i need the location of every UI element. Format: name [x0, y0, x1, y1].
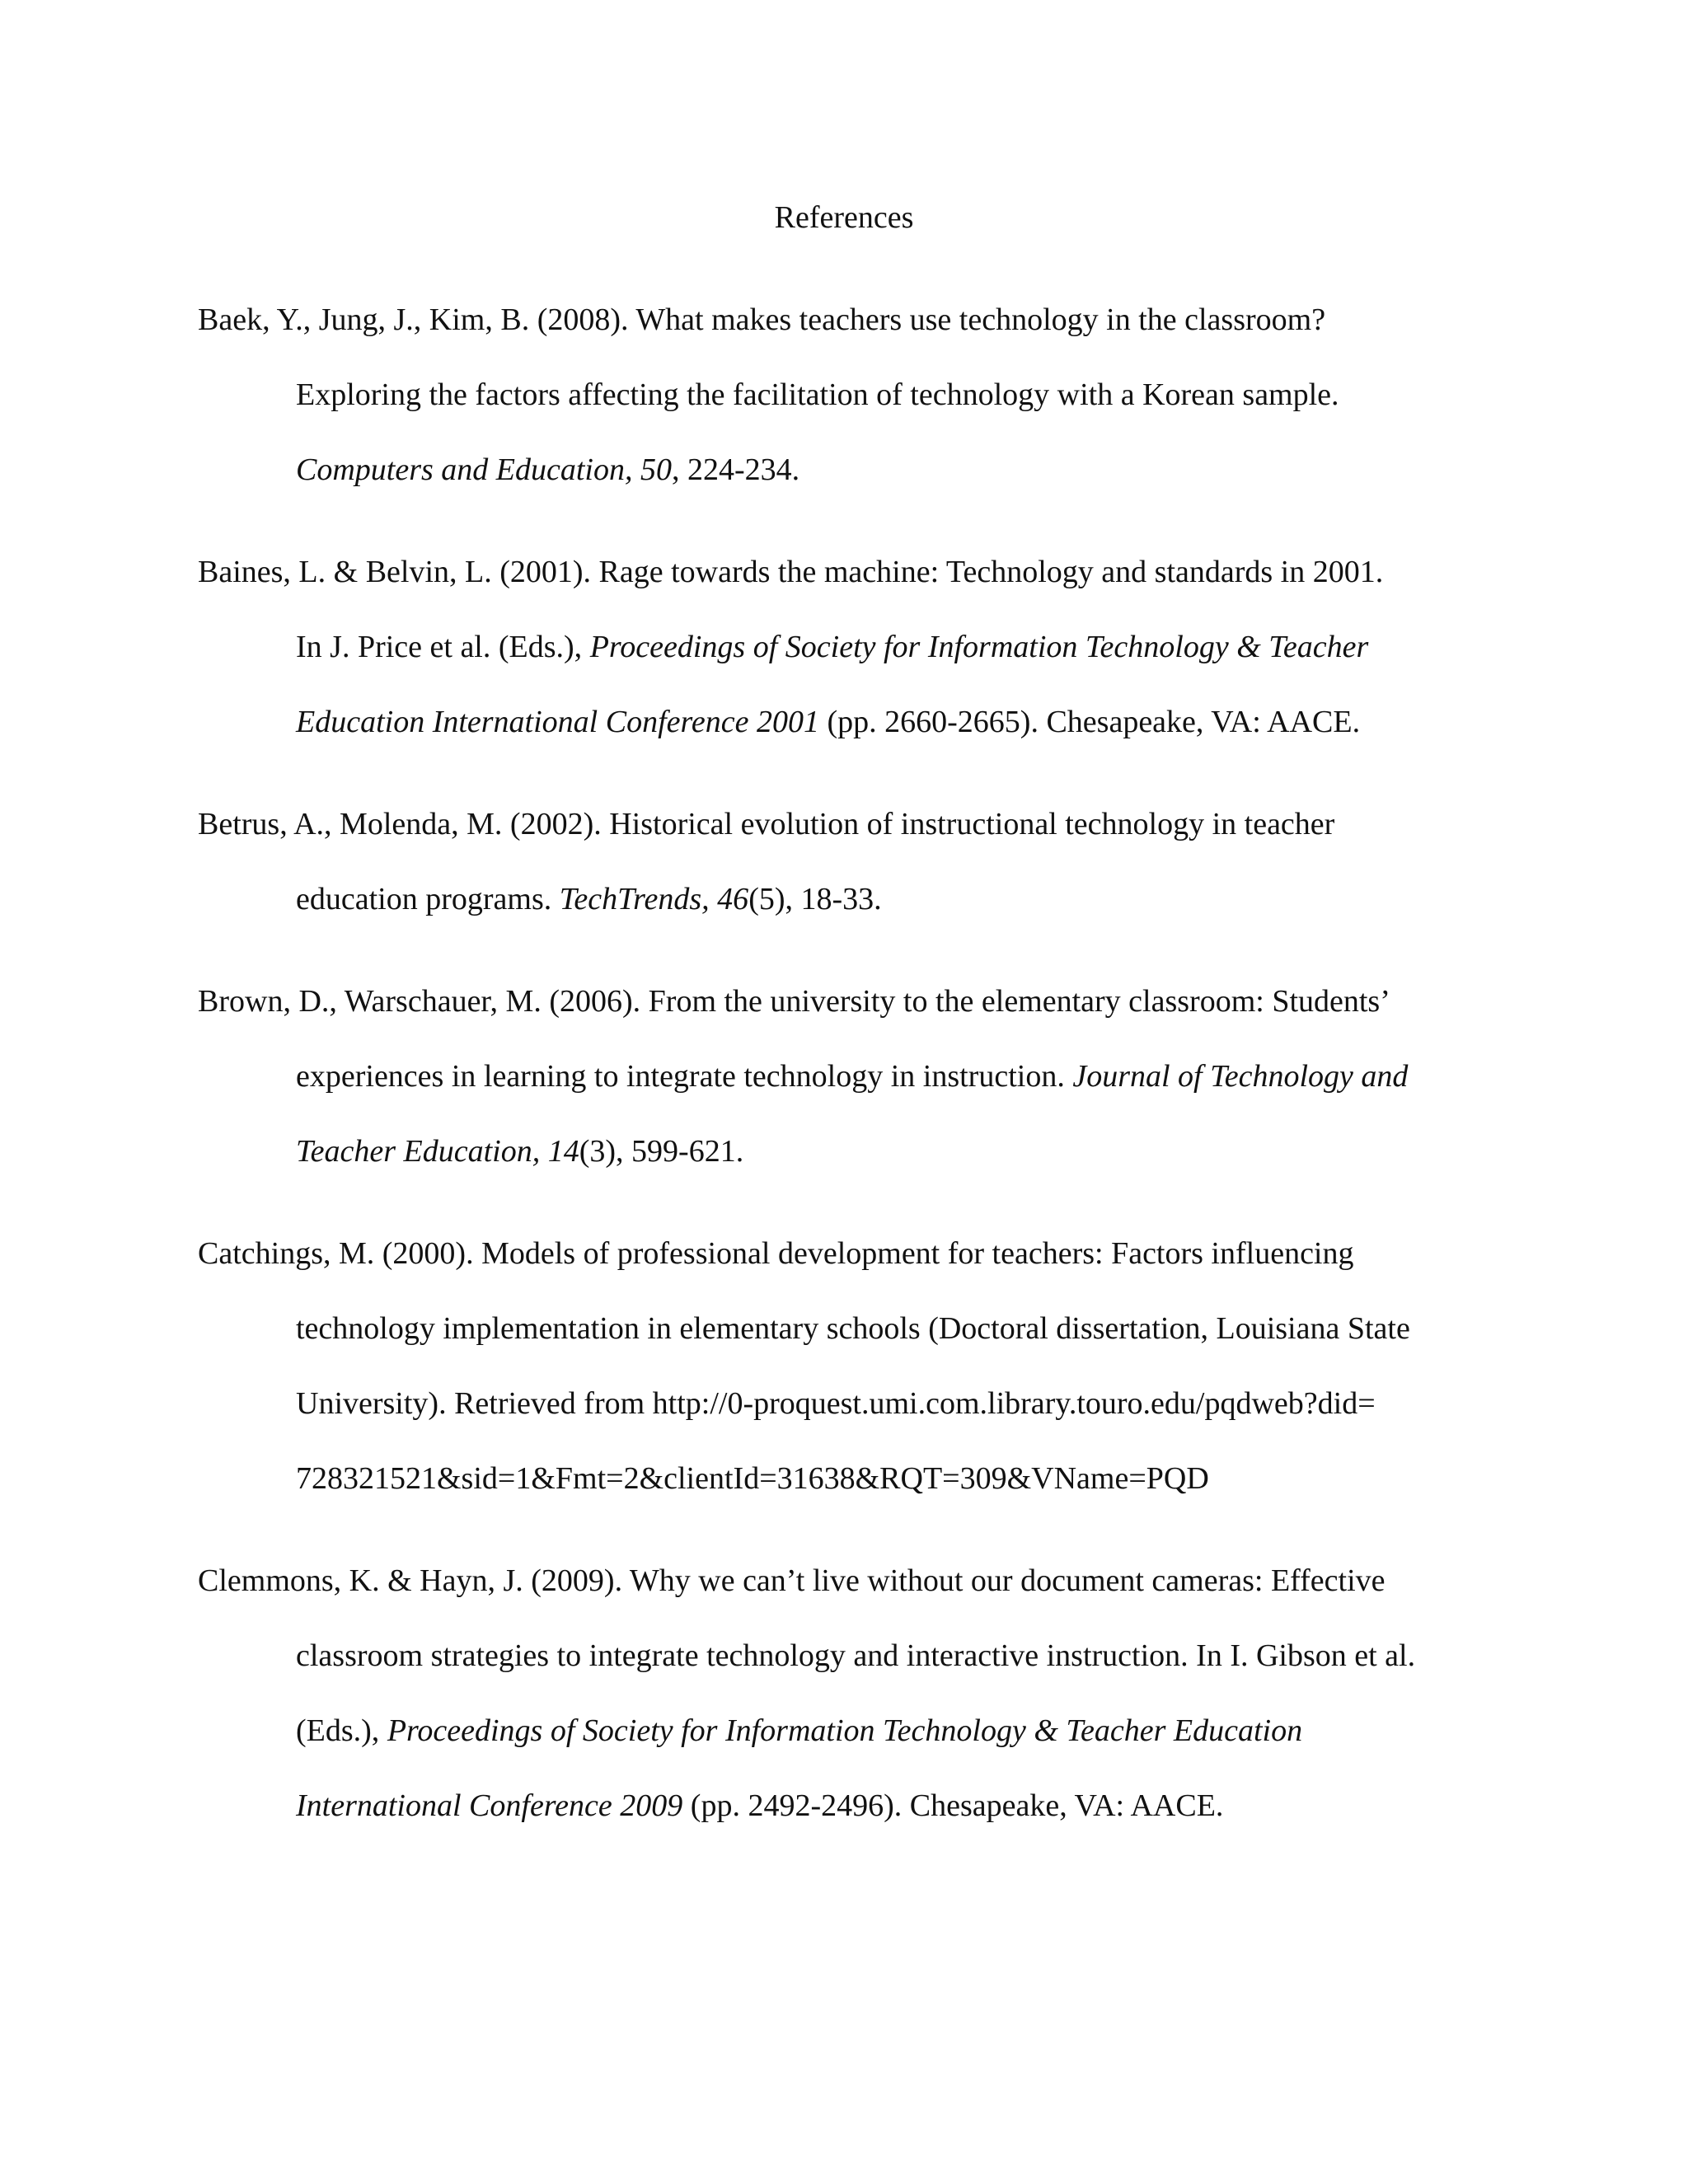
- reference-baek-line-2: Exploring the factors affecting the facilitation of technology with a Korean sample.: [296, 377, 1339, 412]
- reference-catchings-line-4: 728321521&sid=1&Fmt=2&clientId=31638&RQT=309&VName=PQD: [296, 1461, 1209, 1496]
- reference-text: In J. Price et al. (Eds.),: [296, 630, 590, 664]
- reference-brown-line-2: [296, 1053, 1408, 1099]
- reference-betrus-line-2: [296, 876, 882, 922]
- reference-text: , 224-234.: [671, 452, 800, 487]
- reference-text: (Eds.),: [296, 1713, 387, 1748]
- reference-text: education programs.: [296, 882, 560, 916]
- reference-clemmons-line-1: Clemmons, K. & Hayn, J. (2009). Why we can’t live without our document cameras: Effective: [198, 1563, 1386, 1598]
- reference-text: (5), 18-33.: [748, 882, 882, 916]
- reference-baines-line-3: [296, 699, 1360, 745]
- reference-baines-line-2: [296, 624, 1368, 670]
- proceedings-title: Proceedings of Society for Information Technology & Teacher: [589, 630, 1369, 664]
- reference-text: (pp. 2492-2496). Chesapeake, VA: AACE.: [682, 1788, 1224, 1823]
- reference-catchings-line-2: technology implementation in elementary schools (Doctoral dissertation, Louisiana State: [296, 1311, 1410, 1346]
- reference-clemmons-line-2: classroom strategies to integrate technology and interactive instruction. In I. Gibson et al.: [296, 1638, 1416, 1673]
- reference-catchings-line-3: University). Retrieved from http://0-proquest.umi.com.library.touro.edu/pqdweb?did=: [296, 1386, 1376, 1421]
- page-title: References: [774, 200, 914, 235]
- reference-text: experiences in learning to integrate technology in instruction.: [296, 1059, 1073, 1094]
- reference-clemmons-line-4: [296, 1783, 1223, 1829]
- reference-baek-line-1: Baek, Y., Jung, J., Kim, B. (2008). What makes teachers use technology in the classroom?: [198, 302, 1326, 337]
- reference-catchings-line-1: Catchings, M. (2000). Models of professional development for teachers: Factors influencing: [198, 1236, 1354, 1271]
- reference-betrus-line-1: Betrus, A., Molenda, M. (2002). Historical evolution of instructional technology in teacher: [198, 807, 1335, 841]
- journal-title: Journal of Technology and: [1072, 1059, 1409, 1094]
- journal-title: Teacher Education, 14: [296, 1134, 579, 1169]
- proceedings-title: Proceedings of Society for Information Technology & Teacher Education: [387, 1713, 1303, 1748]
- proceedings-title: Education International Conference 2001: [296, 705, 819, 739]
- reference-text: (3), 599-621.: [579, 1134, 744, 1169]
- reference-brown-line-3: [296, 1128, 743, 1174]
- journal-title: TechTrends, 46: [559, 882, 749, 916]
- reference-clemmons-line-3: [296, 1708, 1302, 1754]
- reference-brown-line-1: Brown, D., Warschauer, M. (2006). From the university to the elementary classroom: Students’: [198, 984, 1390, 1019]
- reference-baines-line-1: Baines, L. & Belvin, L. (2001). Rage towards the machine: Technology and standards in 2001.: [198, 555, 1384, 589]
- reference-text: (pp. 2660-2665). Chesapeake, VA: AACE.: [818, 705, 1361, 739]
- journal-title: Computers and Education, 50: [296, 452, 672, 487]
- proceedings-title: International Conference 2009: [296, 1788, 683, 1823]
- reference-baek-line-3: [296, 447, 799, 493]
